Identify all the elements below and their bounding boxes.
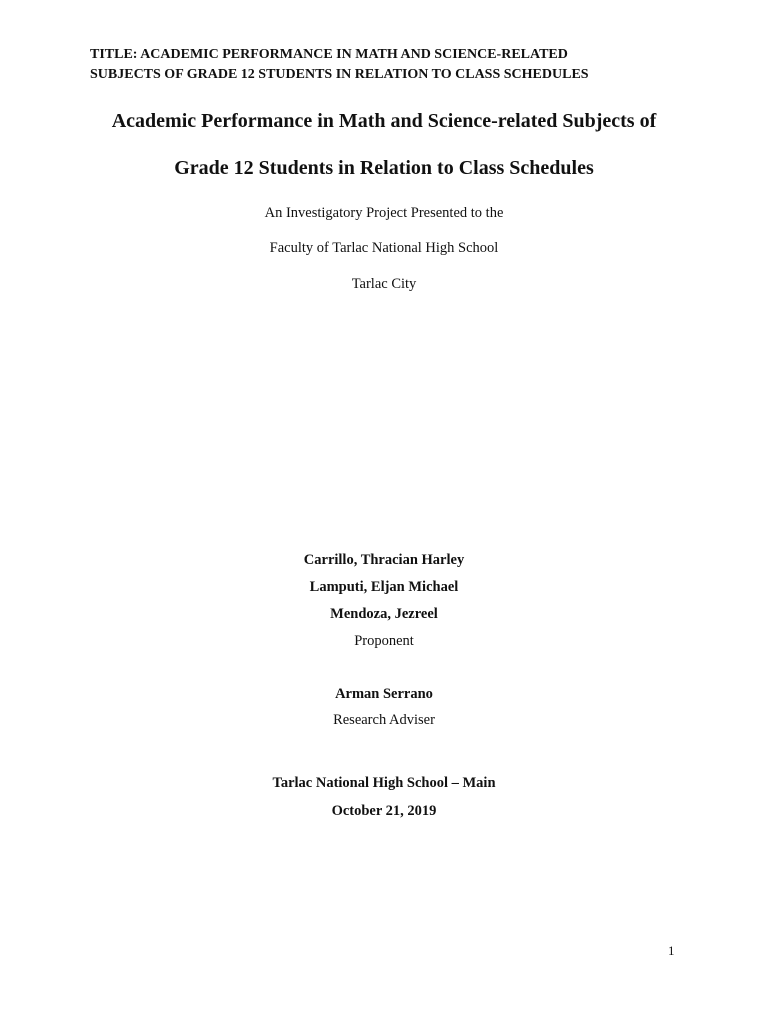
adviser-name: Arman Serrano xyxy=(335,686,433,702)
header-title-line-1: TITLE: ACADEMIC PERFORMANCE IN MATH AND SCIENCE-RELATED xyxy=(90,47,568,62)
proponent-name: Mendoza, Jezreel xyxy=(330,606,438,622)
page-number: 1 xyxy=(668,943,675,958)
proponent-name: Lamputi, Eljan Michael xyxy=(309,579,459,595)
header-title xyxy=(90,45,710,85)
subtitle-line-2: Faculty of Tarlac National High School xyxy=(269,240,499,256)
school-name: Tarlac National High School – Main xyxy=(272,775,496,791)
subtitle-line-1: An Investigatory Project Presented to the xyxy=(264,205,504,221)
main-title-line-1: Academic Performance in Math and Science-related Subjects of xyxy=(111,110,657,132)
main-title-line-2: Grade 12 Students in Relation to Class Schedules xyxy=(174,157,594,179)
adviser-role: Research Adviser xyxy=(333,712,435,728)
proponent-name: Carrillo, Thracian Harley xyxy=(303,552,465,568)
proponent-role: Proponent xyxy=(354,633,414,649)
subtitle-line-3: Tarlac City xyxy=(351,276,417,292)
submission-date: October 21, 2019 xyxy=(331,803,437,819)
header-title-line-2: SUBJECTS OF GRADE 12 STUDENTS IN RELATION TO CLASS SCHEDULES xyxy=(90,67,589,82)
